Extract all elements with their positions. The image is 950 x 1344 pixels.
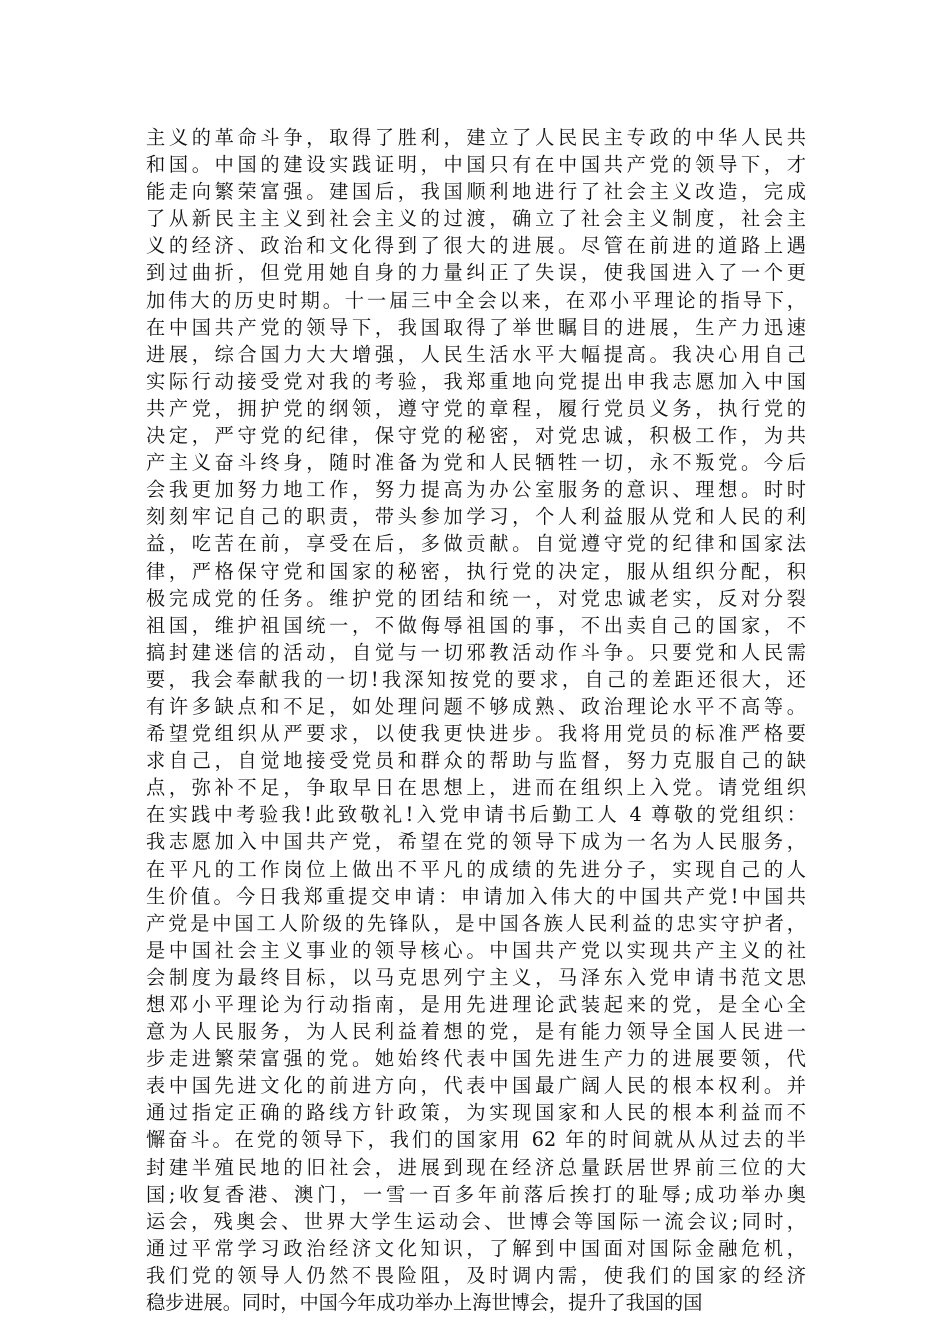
text-line: 在中国共产党的领导下，我国取得了举世瞩目的进展，生产力迅速 bbox=[146, 315, 806, 339]
text-line: 决定，严守党的纪律，保守党的秘密，对党忠诚，积极工作，为共 bbox=[146, 424, 806, 448]
text-line: 希望党组织从严要求，以使我更快进步。我将用党员的标准严格要 bbox=[146, 722, 806, 746]
text-line: 求自己，自觉地接受党员和群众的帮助与监督，努力克服自己的缺 bbox=[146, 749, 806, 773]
text-line: 表中国先进文化的前进方向，代表中国最广阔人民的根本权利。并 bbox=[146, 1074, 806, 1098]
text-line: 和国。中国的建设实践证明，中国只有在中国共产党的领导下，才 bbox=[146, 153, 806, 177]
text-line: 我们党的领导人仍然不畏险阻，及时调内需，使我们的国家的经济 bbox=[146, 1263, 806, 1287]
text-line: 律，严格保守党和国家的秘密，执行党的决定，服从组织分配，积 bbox=[146, 559, 806, 583]
text-line: 能走向繁荣富强。建国后，我国顺利地进行了社会主义改造，完成 bbox=[146, 180, 806, 204]
text-line: 义的经济、政治和文化得到了很大的进展。尽管在前进的道路上遇 bbox=[146, 234, 806, 258]
text-line: 步走进繁荣富强的党。她始终代表中国先进生产力的进展要领，代 bbox=[146, 1047, 806, 1071]
text-line: 产主义奋斗终身，随时准备为党和人民牺牲一切，永不叛党。今后 bbox=[146, 451, 806, 475]
text-line: 到过曲折，但党用她自身的力量纠正了失误，使我国进入了一个更 bbox=[146, 261, 806, 285]
text-line: 生价值。今日我郑重提交申请：申请加入伟大的中国共产党!中国共 bbox=[146, 884, 806, 908]
text-line: 共产党，拥护党的纲领，遵守党的章程，履行党员义务，执行党的 bbox=[146, 396, 806, 420]
text-line: 意为人民服务，为人民利益着想的党，是有能力领导全国人民进一 bbox=[146, 1020, 806, 1044]
text-line: 想邓小平理论为行动指南，是用先进理论武装起来的党，是全心全 bbox=[146, 993, 806, 1016]
text-line: 实际行动接受党对我的考验，我郑重地向党提出申我志愿加入中国 bbox=[146, 369, 806, 393]
text-line: 进展，综合国力大大增强，人民生活水平大幅提高。我决心用自己 bbox=[146, 342, 806, 366]
text-line: 加伟大的历史时期。十一届三中全会以来，在邓小平理论的指导下， bbox=[146, 288, 806, 312]
text-line: 有许多缺点和不足，如处理问题不够成熟、政治理论水平不高等。 bbox=[146, 694, 806, 718]
text-line: 稳步进展。同时，中国今年成功举办上海世博会，提升了我国的国 bbox=[146, 1291, 703, 1315]
text-line: 国;收复香港、澳门，一雪一百多年前落后挨打的耻辱;成功举办奥 bbox=[146, 1182, 806, 1206]
text-line: 会我更加努力地工作，努力提高为办公室服务的意识、理想。时时 bbox=[146, 478, 806, 502]
text-line: 要，我会奉献我的一切!我深知按党的要求，自己的差距还很大，还 bbox=[146, 667, 806, 691]
text-line: 是中国社会主义事业的领导核心。中国共产党以实现共产主义的社 bbox=[146, 938, 806, 962]
body-text bbox=[146, 124, 806, 1316]
text-line: 在平凡的工作岗位上做出不平凡的成绩的先进分子，实现自己的人 bbox=[146, 857, 806, 881]
text-line: 主义的革命斗争，取得了胜利，建立了人民民主专政的中华人民共 bbox=[146, 126, 806, 149]
text-line: 产党是中国工人阶级的先锋队，是中国各族人民利益的忠实守护者， bbox=[146, 911, 806, 935]
text-line: 在实践中考验我!此致敬礼!入党申请书后勤工人 4 尊敬的党组织： bbox=[146, 803, 806, 827]
text-line: 了从新民主主义到社会主义的过渡，确立了社会主义制度，社会主 bbox=[146, 207, 806, 231]
text-line: 运会，残奥会、世界大学生运动会、世博会等国际一流会议;同时， bbox=[146, 1209, 806, 1233]
text-line: 极完成党的任务。维护党的团结和统一，对党忠诚老实，反对分裂 bbox=[146, 586, 806, 610]
text-line: 我志愿加入中国共产党，希望在党的领导下成为一名为人民服务， bbox=[146, 830, 806, 854]
text-line: 益，吃苦在前，享受在后，多做贡献。自觉遵守党的纪律和国家法 bbox=[146, 532, 806, 556]
text-line: 懈奋斗。在党的领导下，我们的国家用 62 年的时间就从从过去的半 bbox=[146, 1128, 806, 1152]
text-line: 祖国，维护祖国统一，不做侮辱祖国的事，不出卖自己的国家，不 bbox=[146, 613, 806, 637]
text-line: 通过平常学习政治经济文化知识，了解到中国面对国际金融危机， bbox=[146, 1236, 806, 1260]
text-line: 封建半殖民地的旧社会，进展到现在经济总量跃居世界前三位的大 bbox=[146, 1155, 806, 1179]
text-line: 搞封建迷信的活动，自觉与一切邪教活动作斗争。只要党和人民需 bbox=[146, 640, 806, 664]
text-line: 刻刻牢记自己的职责，带头参加学习，个人利益服从党和人民的利 bbox=[146, 505, 806, 529]
text-line: 会制度为最终目标，以马克思列宁主义，马泽东入党申请书范文思 bbox=[146, 965, 806, 989]
text-line: 点，弥补不足，争取早日在思想上，进而在组织上入党。请党组织 bbox=[146, 776, 806, 800]
text-line: 通过指定正确的路线方针政策，为实现国家和人民的根本利益而不 bbox=[146, 1101, 806, 1125]
